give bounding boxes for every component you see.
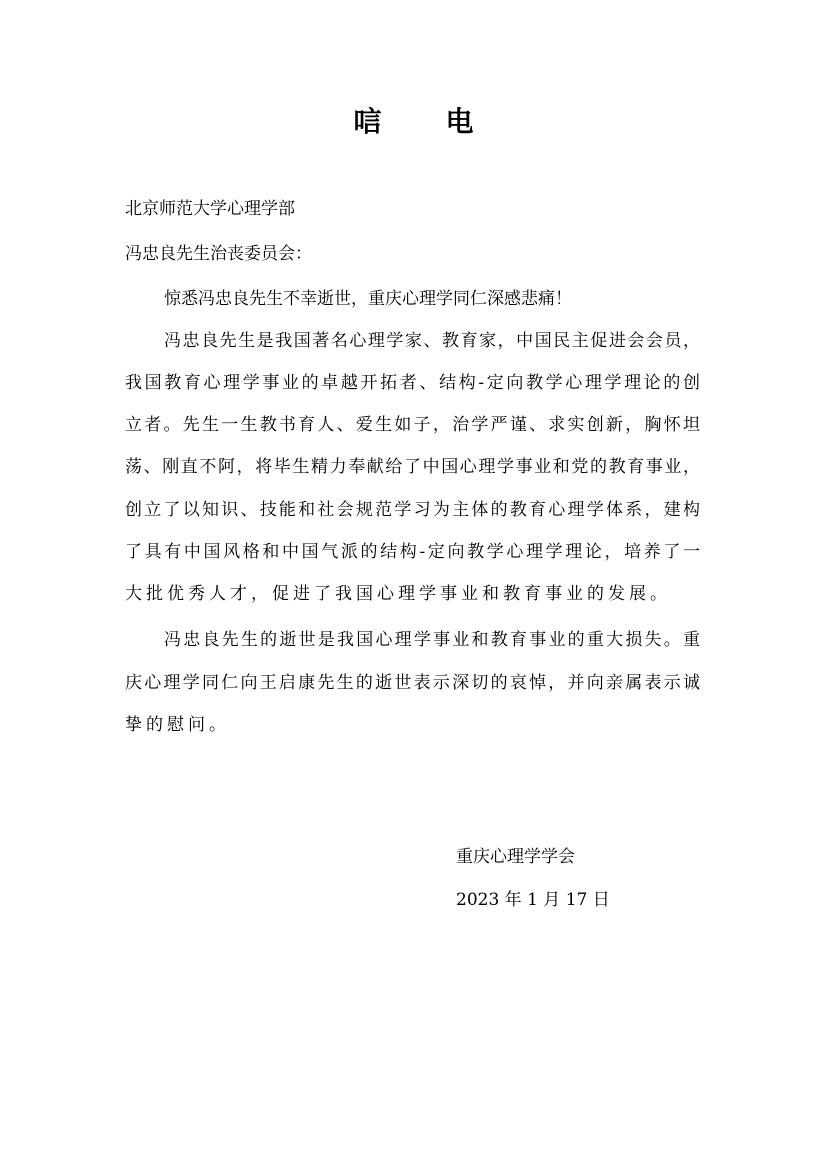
paragraph-line: 荡、刚直不阿，将毕生精力奉献给了中国心理学事业和党的教育事业， (125, 457, 700, 477)
paragraph-line: 立者。先生一生教书育人、爱生如子，治学严谨、求实创新，胸怀坦 (125, 415, 700, 435)
paragraph-line: 冯忠良先生是我国著名心理学家、教育家，中国民主促进会会员， (164, 331, 700, 351)
title-char-2: 电 (445, 105, 474, 138)
paragraph-line: 创立了以知识、技能和社会规范学习为主体的教育心理学体系，建构 (125, 500, 700, 520)
document-title (0, 100, 827, 140)
recipient-line: 冯忠良先生治丧委员会： (125, 244, 312, 264)
paragraph-line: 我国教育心理学事业的卓越开拓者、结构-定向教学心理学理论的创 (125, 373, 700, 393)
title-char-1: 唁 (353, 105, 382, 138)
signature-org: 重庆心理学学会 (456, 847, 575, 867)
paragraph-line: 了具有中国风格和中国气派的结构-定向教学心理学理论，培养了一 (125, 542, 700, 562)
paragraph-line: 大批优秀人才，促进了我国心理学事业和教育事业的发展。 (125, 584, 671, 604)
paragraph-line: 挚的慰问。 (125, 715, 230, 735)
signature-date: 2023 年 1 月 17 日 (456, 890, 610, 910)
recipient-line: 北京师范大学心理学部 (125, 199, 295, 219)
paragraph-line: 惊悉冯忠良先生不幸逝世，重庆心理学同仁深感悲痛！ (164, 289, 572, 309)
paragraph-line: 冯忠良先生的逝世是我国心理学事业和教育事业的重大损失。重 (164, 630, 700, 650)
paragraph-line: 庆心理学同仁向王启康先生的逝世表示深切的哀悼，并向亲属表示诚 (125, 673, 700, 693)
